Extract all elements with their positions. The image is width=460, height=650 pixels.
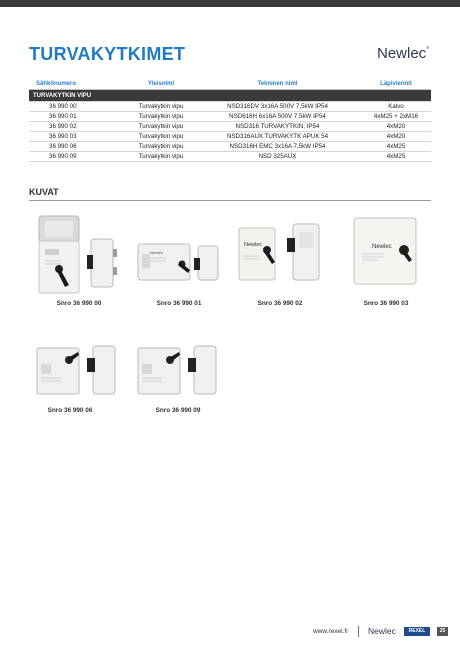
cell-lapiviennit: 4xM25 — [361, 152, 431, 162]
col-header-lapiviennit: Läpiviennit — [361, 78, 431, 90]
caption-36-990-01: Snro 36 990 01 — [156, 300, 202, 307]
svg-text:Newlec: Newlec — [372, 244, 392, 250]
caption-36-990-06: Snro 36 990 06 — [47, 407, 93, 414]
caption-36-990-03: Snro 36 990 03 — [363, 300, 409, 307]
top-bar — [0, 0, 460, 7]
cell-lapiviennit: 4xM20 — [361, 122, 431, 132]
page-number: 25 — [437, 627, 448, 636]
cell-tekninen-nimi: NSD 325AUX — [194, 152, 361, 162]
cell-sahkonumero: 36 990 00 — [29, 102, 128, 112]
caption-36-990-09: Snro 36 990 09 — [155, 407, 201, 414]
table-row — [29, 102, 431, 112]
cell-sahkonumero: 36 990 06 — [29, 142, 128, 152]
col-header-sahkonumero: Sähkönumero — [29, 78, 128, 90]
footer-brand-logo: Newlec — [368, 626, 396, 636]
cell-lapiviennit: 4xM25 — [361, 142, 431, 152]
cell-yleisnimi: Turvakytkin vipu — [128, 112, 194, 122]
col-header-tekninen-nimi: Tekninen nimi — [194, 78, 361, 90]
spec-table — [29, 78, 431, 162]
cell-sahkonumero: 36 990 01 — [29, 112, 128, 122]
cell-lapiviennit: 4xM20 — [361, 132, 431, 142]
section-title-kuvat: KUVAT — [29, 187, 59, 197]
cell-yleisnimi: Turvakytkin vipu — [128, 122, 194, 132]
brand-logo: Newlec® — [377, 45, 430, 62]
cell-tekninen-nimi: NSD316 TURVAKYTKIN, IP54 — [194, 122, 361, 132]
table-row — [29, 122, 431, 132]
svg-text:Newlec: Newlec — [150, 250, 164, 255]
cell-tekninen-nimi: NSD316DV 3x16A 500V 7,5kW IP54 — [194, 102, 361, 112]
cell-lapiviennit: Kalvo — [361, 102, 431, 112]
product-image-36-990-01 — [136, 240, 222, 291]
section-divider — [29, 200, 431, 201]
cell-sahkonumero: 36 990 02 — [29, 122, 128, 132]
table-row — [29, 112, 431, 122]
table-row — [29, 152, 431, 162]
cell-tekninen-nimi: NSD616H 6x16A 500V 7,5kW IP54 — [194, 112, 361, 122]
cell-sahkonumero: 36 990 09 — [29, 152, 128, 162]
table-row — [29, 132, 431, 142]
product-image-36-990-03 — [352, 216, 420, 293]
cell-tekninen-nimi: NSD316AUX TURVAKYTK APUK 54 — [194, 132, 361, 142]
group-row: TURVAKYTKIN VIPU — [29, 90, 431, 102]
page-title: TURVAKYTKIMET — [29, 44, 186, 64]
brand-logo-text: Newlec — [377, 45, 427, 62]
cell-yleisnimi: Turvakytkin vipu — [128, 142, 194, 152]
col-header-yleisnimi: Yleisnimi — [128, 78, 194, 90]
product-image-36-990-00 — [37, 213, 121, 300]
rexel-logo: REXEL — [404, 627, 430, 636]
table-row — [29, 142, 431, 152]
footer-url[interactable]: www.rexel.fi — [313, 628, 348, 635]
product-image-36-990-09 — [136, 342, 220, 403]
footer-divider — [358, 626, 359, 637]
svg-text:Newlec: Newlec — [244, 242, 263, 248]
caption-36-990-00: Snro 36 990 00 — [56, 300, 102, 307]
product-image-36-990-02 — [237, 222, 323, 291]
cell-tekninen-nimi: NSD316H EMC 3x16A 7,5kW IP54 — [194, 142, 361, 152]
caption-36-990-02: Snro 36 990 02 — [257, 300, 303, 307]
cell-yleisnimi: Turvakytkin vipu — [128, 132, 194, 142]
cell-yleisnimi: Turvakytkin vipu — [128, 152, 194, 162]
cell-yleisnimi: Turvakytkin vipu — [128, 102, 194, 112]
cell-sahkonumero: 36 990 03 — [29, 132, 128, 142]
product-image-36-990-06 — [35, 342, 119, 403]
cell-lapiviennit: 4xM25 + 2xM16 — [361, 112, 431, 122]
